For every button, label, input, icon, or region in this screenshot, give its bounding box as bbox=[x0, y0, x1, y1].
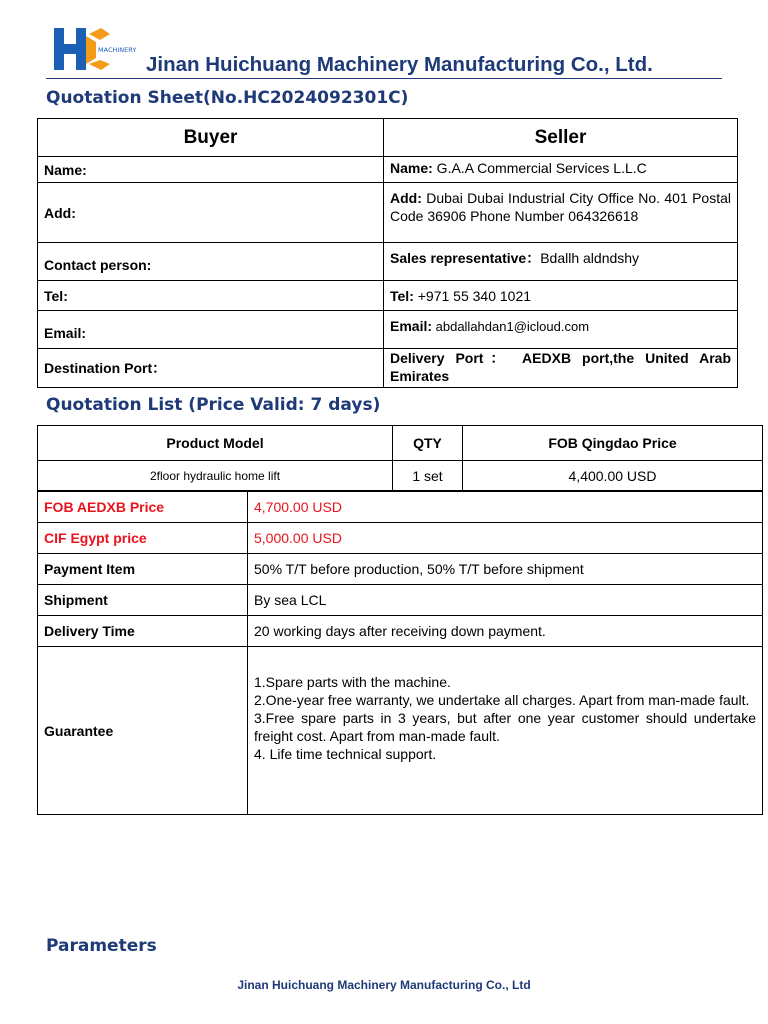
buyer-contact-label: Contact person: bbox=[38, 243, 384, 281]
seller-tel-cell bbox=[384, 281, 738, 311]
buyer-address-label: Add: bbox=[38, 183, 384, 243]
cif-egypt-label: CIF Egypt price bbox=[38, 523, 248, 554]
cif-egypt-row bbox=[38, 523, 763, 554]
logo-text: MACHINERY bbox=[98, 46, 137, 54]
delivery-time-value: 20 working days after receiving down payment. bbox=[248, 616, 763, 647]
qty-header: QTY bbox=[393, 426, 463, 461]
guarantee-line: 3.Free spare parts in 3 years, but after one year customer should undertake freight cost. Apart from man-made fault. bbox=[254, 710, 756, 744]
guarantee-label: Guarantee bbox=[38, 647, 248, 815]
seller-delivery-port-label: Delivery Port： bbox=[390, 350, 512, 366]
guarantee-line: 1.Spare parts with the machine. bbox=[254, 674, 451, 690]
product-table bbox=[37, 425, 763, 492]
delivery-time-label: Delivery Time bbox=[38, 616, 248, 647]
payment-item-value: 50% T/T before production, 50% T/T before shipment bbox=[248, 554, 763, 585]
seller-contact-cell bbox=[384, 243, 738, 281]
fob-aedxb-label: FOB AEDXB Price bbox=[38, 491, 248, 523]
seller-email-cell bbox=[384, 311, 738, 349]
contact-row bbox=[38, 243, 738, 281]
shipment-row bbox=[38, 585, 763, 616]
seller-delivery-port-cell bbox=[384, 349, 738, 388]
seller-address-value: Dubai Dubai Industrial City Office No. 401 Postal Code 36906 Phone Number 064326618 bbox=[390, 190, 731, 224]
payment-row bbox=[38, 554, 763, 585]
product-row bbox=[38, 461, 763, 492]
guarantee-value bbox=[248, 647, 763, 815]
product-header-row bbox=[38, 426, 763, 461]
company-logo bbox=[52, 26, 138, 72]
seller-contact-label: Sales representative： bbox=[390, 250, 541, 266]
tel-row bbox=[38, 281, 738, 311]
product-model-cell: 2floor hydraulic home lift bbox=[38, 461, 393, 492]
footer-company-name: Jinan Huichuang Machinery Manufacturing Co., Ltd bbox=[237, 978, 531, 992]
seller-address-cell bbox=[384, 183, 738, 243]
seller-contact-value: Bdallh aldndshy bbox=[540, 250, 640, 266]
seller-name-label: Name: bbox=[390, 160, 433, 176]
fob-qingdao-price-cell: 4,400.00 USD bbox=[463, 461, 763, 492]
fob-qingdao-price-header: FOB Qingdao Price bbox=[463, 426, 763, 461]
hc-logo-icon bbox=[52, 26, 138, 72]
title-divider bbox=[46, 78, 722, 79]
port-row bbox=[38, 349, 738, 388]
quotation-sheet-heading: Quotation Sheet(No.HC2024092301C) bbox=[46, 88, 409, 108]
buyer-tel-label: Tel: bbox=[38, 281, 384, 311]
shipment-value: By sea LCL bbox=[248, 585, 763, 616]
product-model-header: Product Model bbox=[38, 426, 393, 461]
seller-header: Seller bbox=[384, 119, 738, 157]
buyer-email-label: Email: bbox=[38, 311, 384, 349]
buyer-seller-table bbox=[37, 118, 738, 388]
seller-tel-label: Tel: bbox=[390, 288, 414, 304]
email-row bbox=[38, 311, 738, 349]
guarantee-line: 4. Life time technical support. bbox=[254, 746, 437, 762]
quotation-list-heading: Quotation List (Price Valid: 7 days) bbox=[46, 395, 381, 415]
fob-aedxb-row bbox=[38, 491, 763, 523]
address-row bbox=[38, 183, 738, 243]
seller-name-value: G.A.A Commercial Services L.L.C bbox=[432, 160, 647, 176]
buyer-header: Buyer bbox=[38, 119, 384, 157]
cif-egypt-value: 5,000.00 USD bbox=[248, 523, 763, 554]
parameters-heading: Parameters bbox=[46, 936, 157, 956]
buyer-name-label: Name: bbox=[38, 157, 384, 183]
company-title: Jinan Huichuang Machinery Manufacturing Co., Ltd. bbox=[146, 53, 653, 76]
seller-tel-value: +971 55 340 1021 bbox=[413, 288, 532, 304]
seller-email-value: abdallahdan1@icloud.com bbox=[432, 319, 590, 334]
qty-cell: 1 set bbox=[393, 461, 463, 492]
seller-address-label: Add: bbox=[390, 190, 422, 206]
guarantee-line: 2.One-year free warranty, we undertake all charges. Apart from man-made fault. bbox=[254, 692, 750, 708]
buyer-seller-header-row bbox=[38, 119, 738, 157]
buyer-destination-port-label: Destination Port： bbox=[38, 349, 384, 388]
terms-table bbox=[37, 490, 763, 815]
seller-name-cell bbox=[384, 157, 738, 183]
fob-aedxb-value: 4,700.00 USD bbox=[248, 491, 763, 523]
payment-item-label: Payment Item bbox=[38, 554, 248, 585]
shipment-label: Shipment bbox=[38, 585, 248, 616]
name-row bbox=[38, 157, 738, 183]
seller-delivery-port-value: AEDXB port,the United Arab Emirates bbox=[390, 350, 731, 384]
delivery-time-row bbox=[38, 616, 763, 647]
seller-email-label: Email: bbox=[390, 318, 433, 334]
guarantee-row bbox=[38, 647, 763, 815]
